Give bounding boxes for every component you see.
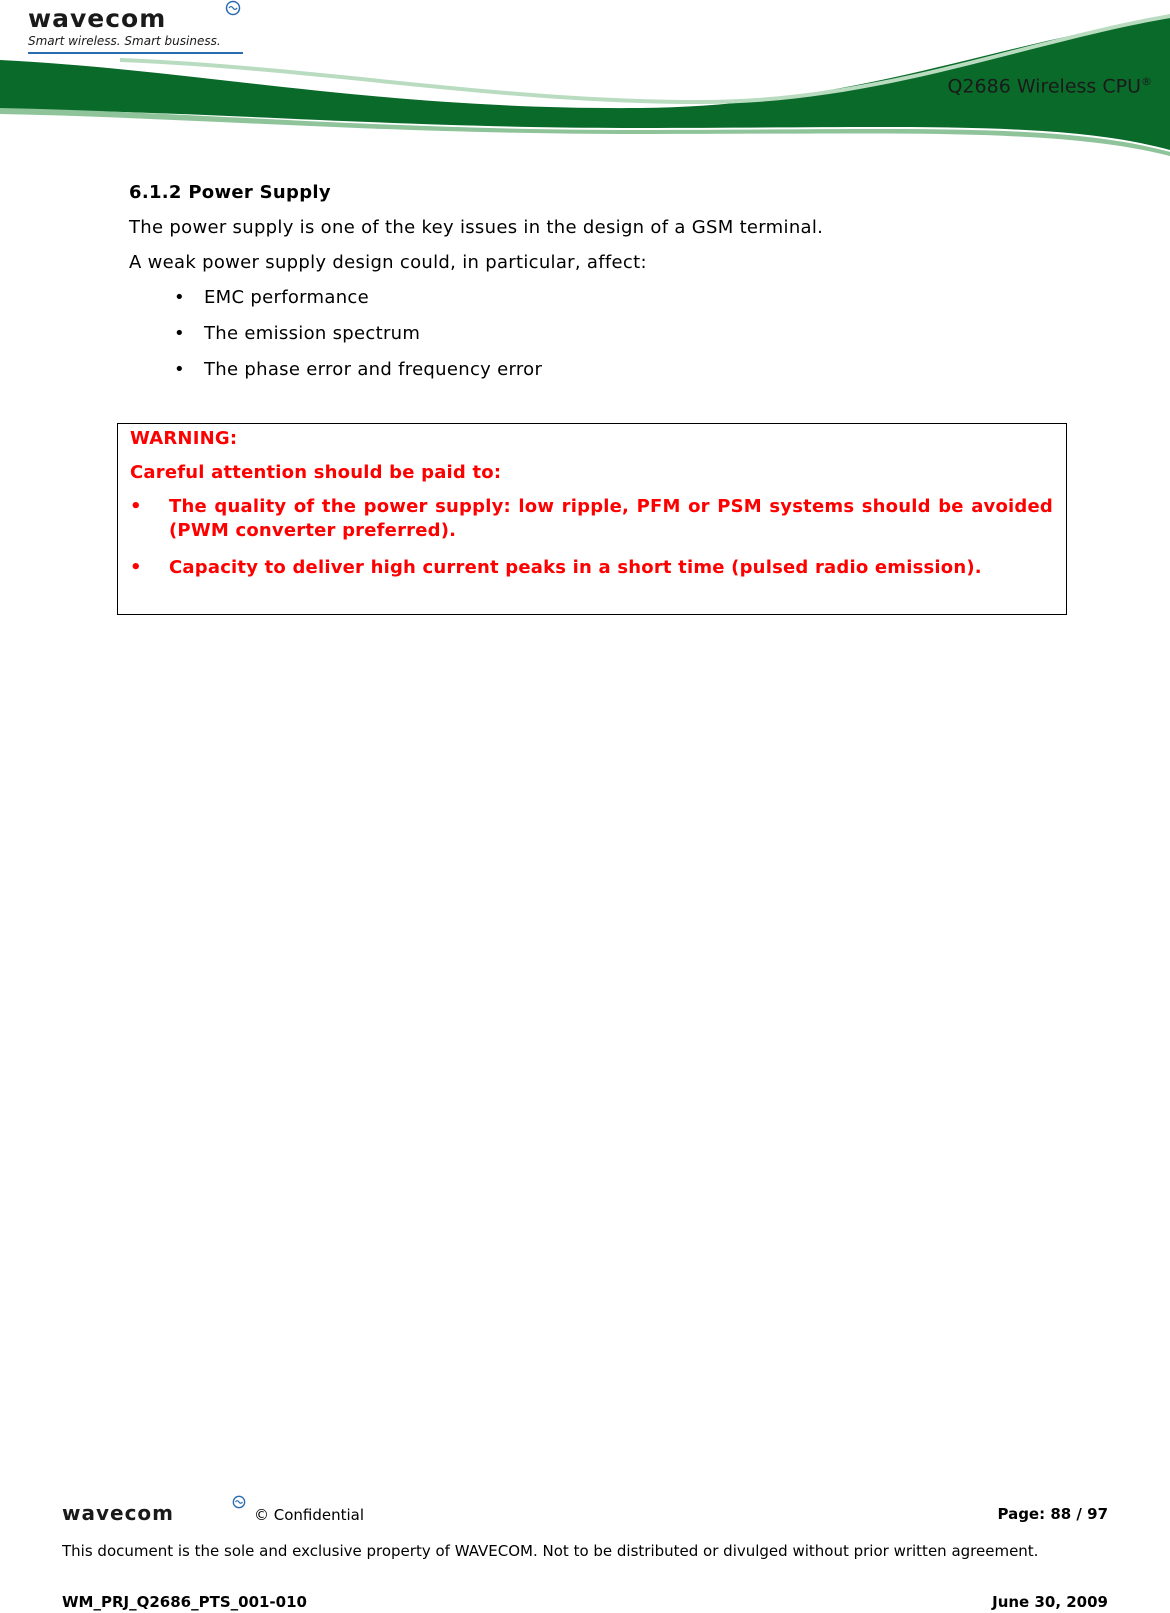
registered-mark: ® (1141, 75, 1152, 88)
warning-item (130, 495, 1053, 543)
product-title (947, 75, 1152, 97)
logo-underline (28, 52, 243, 54)
list-item-text: The emission spectrum (204, 323, 421, 344)
lead-paragraph: A weak power supply design could, in particular, affect: (129, 252, 647, 273)
bullet-icon: • (174, 359, 185, 380)
warning-lead: Careful attention should be paid to: (130, 462, 502, 483)
warning-item (130, 556, 1053, 580)
intro-paragraph: The power supply is one of the key issues in the design of a GSM terminal. (129, 217, 824, 238)
list-item (129, 287, 1069, 308)
warning-item-text: Capacity to deliver high current peaks in a short time (pulsed radio emission). (169, 557, 982, 578)
logo-tagline: Smart wireless. Smart business. (28, 34, 221, 48)
warning-title: WARNING: (130, 428, 238, 449)
page-number: Page: 88 / 97 (997, 1505, 1108, 1523)
warning-box (117, 423, 1067, 615)
bullet-icon: • (130, 557, 142, 578)
list-item (129, 323, 1069, 344)
list-item-text: The phase error and frequency error (204, 359, 543, 380)
affect-list (129, 287, 1069, 380)
document-date: June 30, 2009 (992, 1593, 1108, 1611)
page-header (0, 0, 1170, 160)
bullet-icon: • (130, 496, 142, 517)
bullet-icon: • (174, 323, 185, 344)
warning-item-text: The quality of the power supply: low ripple, PFM or PSM systems should be avoided (PWM converter preferred). (169, 496, 1053, 541)
footer-logo: wavecom (62, 1501, 175, 1525)
section-heading: 6.1.2 Power Supply (129, 182, 331, 203)
confidentiality-notice: This document is the sole and exclusive property of WAVECOM. Not to be distributed or divulged without prior written agreement. (62, 1542, 1039, 1560)
wave-circle-icon (232, 1495, 246, 1509)
document-reference: WM_PRJ_Q2686_PTS_001-010 (62, 1593, 307, 1611)
bullet-icon: • (174, 287, 185, 308)
product-name: Q2686 Wireless CPU (947, 75, 1141, 98)
list-item (129, 359, 1069, 380)
warning-list (130, 495, 1053, 580)
main-content (129, 182, 1069, 395)
confidential-label: © Confidential (254, 1506, 365, 1524)
page-footer (0, 1495, 1170, 1613)
logo-wordmark: wavecom (28, 4, 167, 33)
wave-circle-icon (225, 0, 241, 16)
list-item-text: EMC performance (204, 287, 369, 308)
wavecom-logo (28, 6, 243, 54)
